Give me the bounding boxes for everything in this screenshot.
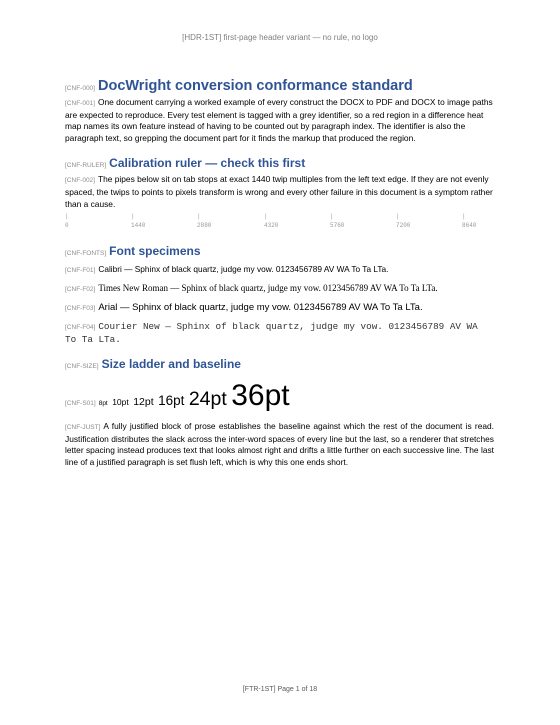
ruler-label: 7200 <box>396 222 411 230</box>
ruler-tick: | <box>264 213 268 221</box>
specimen-text: Courier New — Sphinx of black quartz, judge my vow. 0123456789 AV WA To Ta LTa. <box>65 321 478 345</box>
intro-paragraph <box>65 97 494 144</box>
specimen-text: Times New Roman — Sphinx of black quartz, judge my vow. 0123456789 AV WA To Ta LTa. <box>98 283 438 294</box>
ruler-label: 0 <box>65 222 69 230</box>
ruler-label: 5760 <box>330 222 345 230</box>
size-sample-24pt: 24pt <box>188 388 227 411</box>
specimen-tag: [CNF-F04] <box>65 324 96 332</box>
ruler-label: 2880 <box>197 222 212 230</box>
document-body <box>65 77 494 469</box>
ruler-label: 8640 <box>462 222 477 230</box>
font-specimen-courier <box>65 321 494 345</box>
ruler-tick: | <box>131 213 135 221</box>
ruler-tick: | <box>330 213 334 221</box>
ruler-paragraph <box>65 174 494 210</box>
font-specimen-times <box>65 283 494 293</box>
size-heading-text: Size ladder and baseline <box>101 357 241 372</box>
ruler-tick: | <box>197 213 201 221</box>
specimen-tag: [CNF-F01] <box>65 267 96 275</box>
page-header: [HDR-1ST] first-page header variant — no rule, no logo <box>182 33 378 42</box>
ruler-label: 4320 <box>264 222 279 230</box>
specimen-tag: [CNF-F02] <box>65 286 96 294</box>
size-heading <box>65 355 494 373</box>
size-sample-36pt: 36pt <box>231 379 290 413</box>
specimen-tag: [CNF-F03] <box>65 305 96 313</box>
title-tag: [CNF-000] <box>65 85 95 92</box>
specimen-text: Calibri — Sphinx of black quartz, judge my vow. 0123456789 AV WA To Ta LTa. <box>98 264 389 275</box>
ruler-tick: | <box>462 213 466 221</box>
fonts-heading <box>65 242 494 260</box>
font-specimen-arial <box>65 302 494 313</box>
specimen-text: Arial — Sphinx of black quartz, judge my vow. 0123456789 AV WA To Ta LTa. <box>98 302 423 314</box>
ruler-tick: | <box>65 213 69 221</box>
ruler-tag: [CNF-002] <box>65 177 95 185</box>
ruler-label: 1440 <box>131 222 146 230</box>
intro-tag: [CNF-001] <box>65 100 95 107</box>
intro-text: One document carrying a worked example of every construct the DOCX to PDF and DOCX to image paths are expected to reproduce. Every test element is tagged with a grey identifier, so a red region in a difference heat map names its own feature instead of having to be counted out by paragraph index. The identifier is also the paragraph text, so grepping the document part for it finds the markup that produced the region. <box>65 97 493 143</box>
size-sample-8pt: 8pt <box>98 400 108 408</box>
ruler-tick: | <box>396 213 400 221</box>
justify-text: A fully justified block of prose establishes the baseline against which the rest of the document is read. Justification distributes the slack across the inter-word spaces of every line but the last, so a renderer that stretches letter spacing instead produces text that looks almost right and drifts a little further on each successive line. The last line of a justified paragraph is set flush left, which is why this one ends short. <box>65 421 494 467</box>
fonts-heading-tag: [CNF-FONTS] <box>65 250 107 258</box>
justified-paragraph <box>65 421 494 468</box>
ruler-heading-tag: [CNF-RULER] <box>65 162 107 170</box>
size-sample-12pt: 12pt <box>133 396 154 409</box>
size-heading-tag: [CNF-SIZE] <box>65 363 99 371</box>
font-specimen-calibri <box>65 264 494 274</box>
ruler-heading <box>65 154 494 172</box>
justify-tag: [CNF-JUST] <box>65 424 101 432</box>
size-tag: [CNF-S01] <box>65 400 96 408</box>
page-footer: [FTR-1ST] Page 1 of 18 <box>242 686 318 693</box>
calibration-ruler <box>65 213 494 235</box>
document-title <box>65 77 494 95</box>
size-ladder <box>65 379 494 413</box>
size-sample-10pt: 10pt <box>112 397 129 408</box>
fonts-heading-text: Font specimens <box>109 244 201 259</box>
title-text: DocWright conversion conformance standard <box>97 78 413 94</box>
size-sample-16pt: 16pt <box>158 393 185 409</box>
ruler-text: The pipes below sit on tab stops at exact 1440 twip multiples from the left text edge. If they are not evenly spaced, the twips to points to pixels transform is wrong and every other failure in this document is a symptom rather than a cause. <box>65 174 493 209</box>
ruler-heading-text: Calibration ruler — check this first <box>109 156 306 171</box>
